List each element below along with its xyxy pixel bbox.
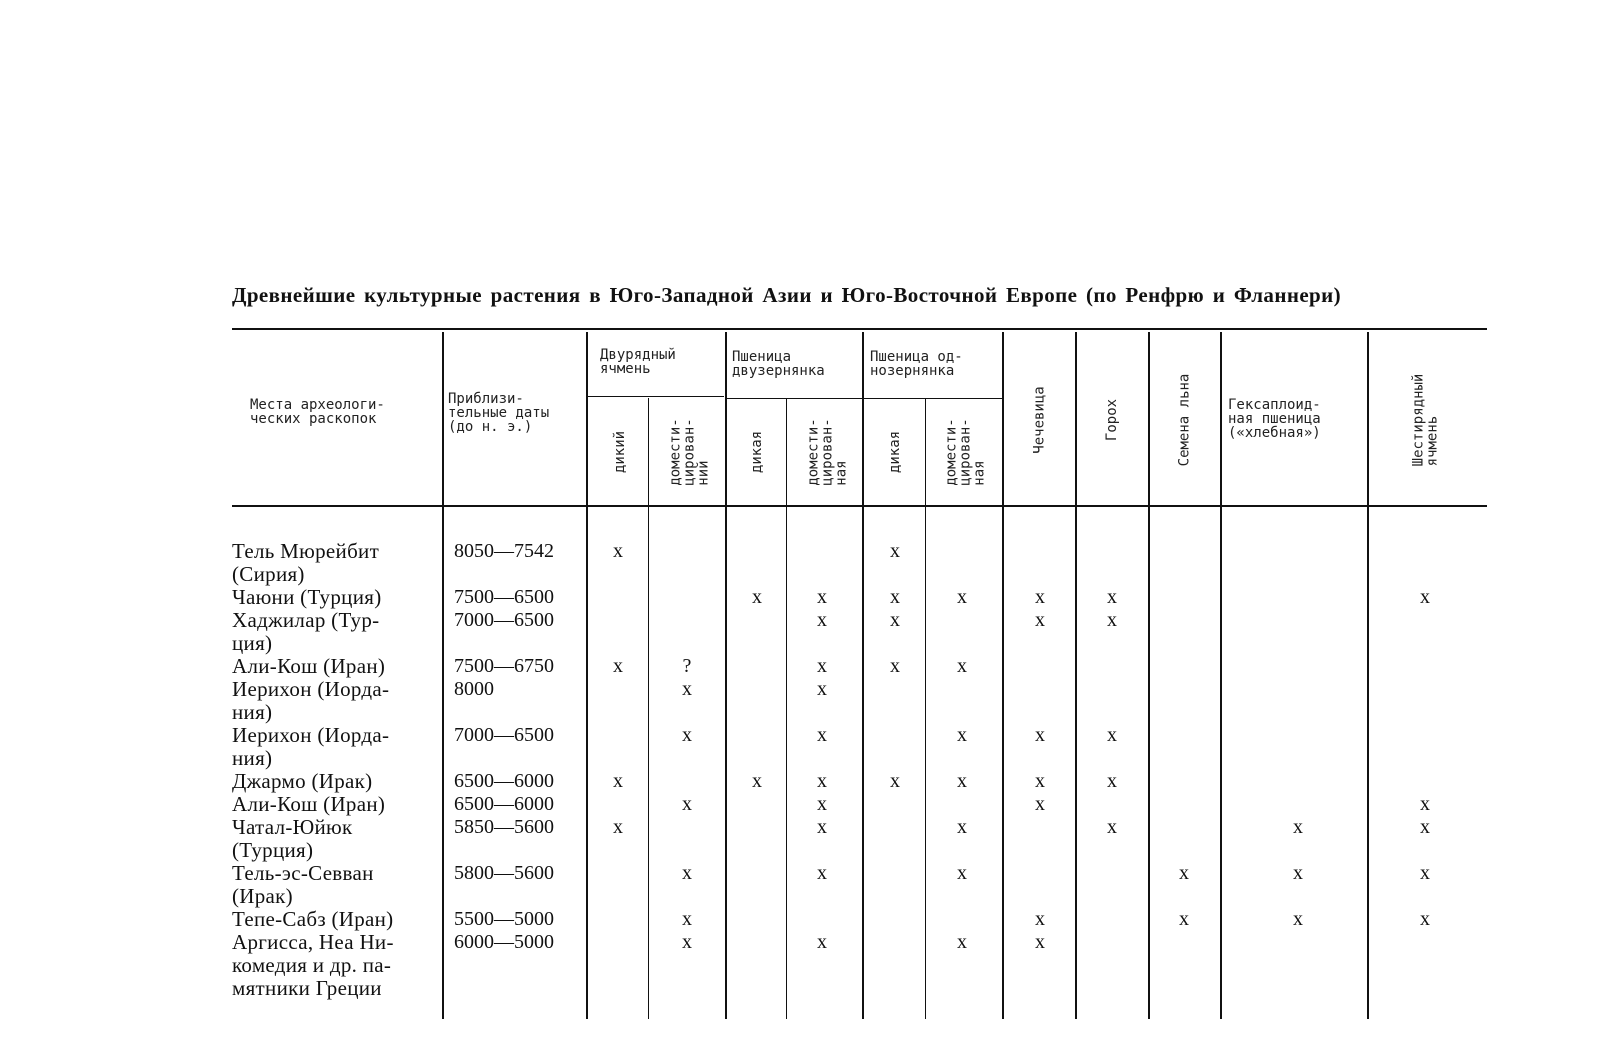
presence-mark: x	[613, 770, 623, 792]
presence-mark: x	[957, 816, 967, 838]
presence-mark: x	[817, 793, 827, 815]
presence-mark: x	[1420, 793, 1430, 815]
header-top-rule	[232, 328, 1487, 330]
header-barley-group: Двурядный ячмень	[600, 347, 676, 377]
group-rule-barley	[588, 396, 724, 397]
presence-mark: x	[817, 678, 827, 700]
presence-mark: x	[817, 724, 827, 746]
header-flax: Семена льна	[1176, 373, 1192, 467]
header-bottom-rule	[232, 505, 1487, 507]
site-date: 8050—7542	[454, 540, 554, 562]
presence-mark: x	[1107, 770, 1117, 792]
group-rule-einkorn	[864, 398, 1002, 399]
header-einkorn-group: Пшеница од- нозернянка	[870, 349, 963, 379]
presence-mark: x	[613, 816, 623, 838]
subcolumn-divider	[648, 398, 649, 1019]
presence-mark: x	[1107, 586, 1117, 608]
presence-mark: x	[1179, 862, 1189, 884]
header-barley-dom: домести- цирован- ний	[668, 418, 712, 486]
presence-mark: x	[752, 770, 762, 792]
presence-mark: x	[817, 931, 827, 953]
presence-mark: x	[1035, 931, 1045, 953]
site-date: 6000—5000	[454, 931, 554, 953]
presence-mark: x	[1293, 862, 1303, 884]
presence-mark: x	[957, 931, 967, 953]
site-name: Тепе-Сабз (Иран)	[232, 907, 394, 931]
site-date: 7000—6500	[454, 609, 554, 631]
presence-mark: x	[1107, 609, 1117, 631]
site-date: 5800—5600	[454, 862, 554, 884]
presence-mark: x	[957, 586, 967, 608]
header-emmer-group: Пшеница двузернянка	[732, 349, 825, 379]
site-name: Тель Мюрейбит (Сирия)	[232, 539, 380, 586]
site-date: 5850—5600	[454, 816, 554, 838]
header-pea: Горох	[1104, 398, 1120, 442]
presence-mark: x	[682, 793, 692, 815]
presence-mark: ?	[682, 655, 692, 677]
header-einkorn-dom: домести- цирован- ная	[944, 418, 988, 486]
site-name: Джармо (Ирак)	[232, 769, 373, 793]
site-date: 7000—6500	[454, 724, 554, 746]
column-divider	[442, 332, 444, 1019]
site-date: 6500—6000	[454, 793, 554, 815]
presence-mark: x	[752, 586, 762, 608]
site-name: Иерихон (Иорда- ния)	[232, 723, 390, 770]
subcolumn-divider	[925, 398, 926, 1019]
column-divider	[1148, 332, 1150, 1019]
site-date: 6500—6000	[454, 770, 554, 792]
header-emmer-dom: домести- цирован- ная	[806, 418, 850, 486]
presence-mark: x	[890, 540, 900, 562]
presence-mark: x	[1035, 586, 1045, 608]
presence-mark: x	[682, 678, 692, 700]
site-name: Тель-эс-Севван (Ирак)	[232, 861, 374, 908]
presence-mark: x	[890, 770, 900, 792]
presence-mark: x	[1420, 862, 1430, 884]
header-sixrow-box	[1340, 373, 1510, 467]
header-einkorn-dom-box	[916, 418, 1016, 486]
presence-mark: x	[817, 609, 827, 631]
column-divider	[1075, 332, 1077, 1019]
presence-mark: x	[1035, 724, 1045, 746]
presence-mark: x	[957, 862, 967, 884]
presence-mark: x	[1035, 609, 1045, 631]
presence-mark: x	[890, 586, 900, 608]
table-title: Древнейшие культурные растения в Юго-Западной Азии и Юго-Восточной Европе (по Ренфрю и Фланнери)	[232, 283, 1342, 307]
presence-mark: x	[682, 931, 692, 953]
presence-mark: x	[817, 655, 827, 677]
header-einkorn-wild: дикая	[887, 430, 903, 474]
presence-mark: x	[1293, 908, 1303, 930]
site-name: Хаджилар (Тур- ция)	[232, 608, 380, 655]
presence-mark: x	[957, 655, 967, 677]
site-name: Чатал-Юйюк (Турция)	[232, 815, 353, 862]
presence-mark: x	[1035, 770, 1045, 792]
presence-mark: x	[817, 586, 827, 608]
presence-mark: x	[682, 908, 692, 930]
header-barley-wild: дикий	[612, 430, 628, 474]
site-date: 7500—6750	[454, 655, 554, 677]
site-name: Иерихон (Иорда- ния)	[232, 677, 390, 724]
site-name: Али-Кош (Иран)	[232, 654, 386, 678]
site-date: 5500—5000	[454, 908, 554, 930]
presence-mark: x	[890, 609, 900, 631]
presence-mark: x	[1420, 586, 1430, 608]
site-name: Чаюни (Турция)	[232, 585, 382, 609]
presence-mark: x	[613, 540, 623, 562]
presence-mark: x	[1035, 908, 1045, 930]
header-date: Приблизи- тельные даты (до н. э.)	[448, 391, 550, 435]
presence-mark: x	[957, 770, 967, 792]
presence-mark: x	[1420, 816, 1430, 838]
presence-mark: x	[1179, 908, 1189, 930]
presence-mark: x	[890, 655, 900, 677]
group-rule-emmer	[726, 398, 862, 399]
header-flax-box	[1099, 373, 1269, 467]
presence-mark: x	[817, 862, 827, 884]
presence-mark: x	[1420, 908, 1430, 930]
subcolumn-divider	[786, 398, 787, 1019]
presence-mark: x	[1107, 816, 1117, 838]
header-sixrow: Шестирядный ячмень	[1410, 373, 1440, 467]
presence-mark: x	[682, 724, 692, 746]
presence-mark: x	[682, 862, 692, 884]
header-emmer-wild: дикая	[749, 430, 765, 474]
header-lentil: Чечевица	[1032, 386, 1048, 454]
presence-mark: x	[613, 655, 623, 677]
presence-mark: x	[817, 770, 827, 792]
header-hexaploid: Гексаплоид- ная пшеница («хлебная»)	[1228, 397, 1321, 441]
presence-mark: x	[1035, 793, 1045, 815]
presence-mark: x	[957, 724, 967, 746]
site-name: Али-Кош (Иран)	[232, 792, 386, 816]
site-date: 8000	[454, 678, 494, 700]
header-site: Места археологи- ческих раскопок	[250, 397, 385, 427]
column-divider	[1220, 332, 1222, 1019]
presence-mark: x	[1293, 816, 1303, 838]
presence-mark: x	[1107, 724, 1117, 746]
presence-mark: x	[817, 816, 827, 838]
site-date: 7500—6500	[454, 586, 554, 608]
site-name: Аргисса, Неа Ни- комедия и др. па- мятники Греции	[232, 930, 394, 1000]
